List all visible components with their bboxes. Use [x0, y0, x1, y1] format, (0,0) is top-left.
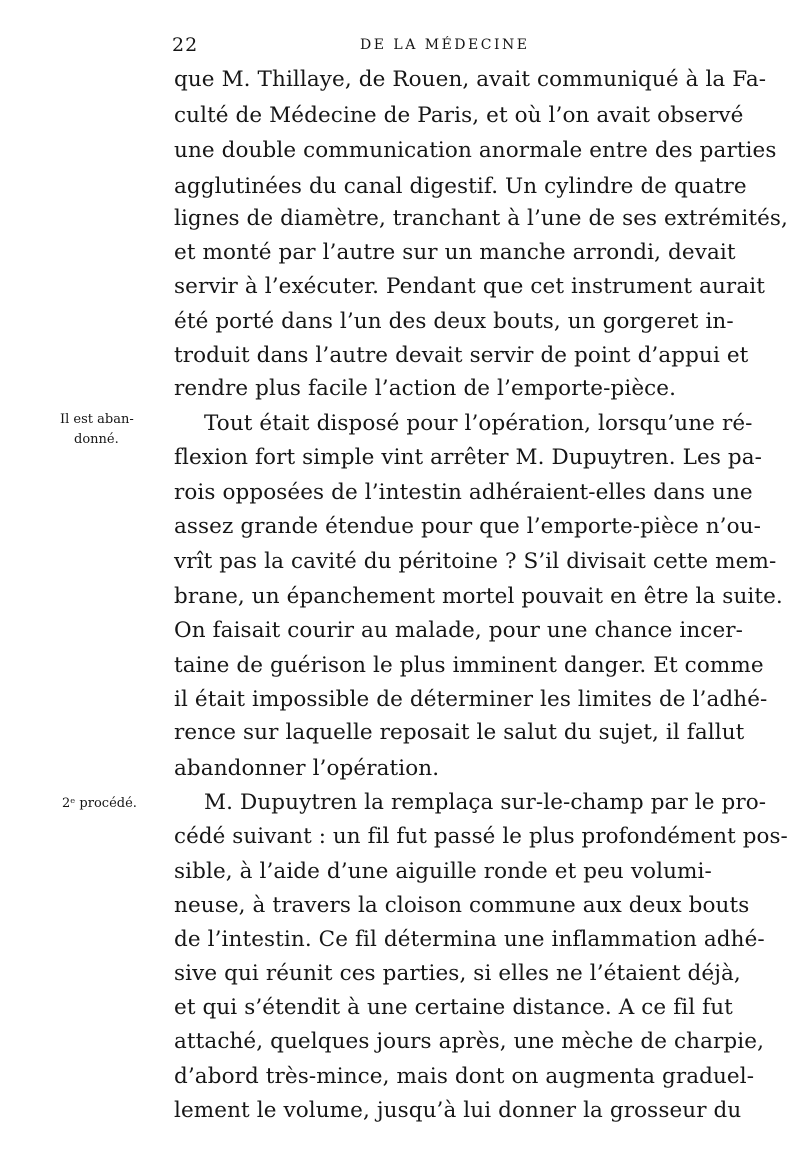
text-line: rendre plus facile l’action de l’emporte-pièce. [174, 376, 677, 401]
text-line: agglutinées du canal digestif. Un cylindre de quatre [174, 174, 747, 199]
text-line: M. Dupuytren la remplaça sur-le-champ par le pro- [204, 790, 767, 815]
text-line: et monté par l’autre sur un manche arrondi, devait [174, 240, 736, 265]
margin-note-line: Il est aban- [60, 412, 134, 427]
text-line: que M. Thillaye, de Rouen, avait communiqué à la Fa- [174, 67, 767, 92]
text-line: il était impossible de déterminer les limites de l’adhé- [174, 687, 768, 712]
page-header [172, 34, 772, 56]
text-line: rence sur laquelle reposait le salut du sujet, il fallut [174, 720, 745, 745]
text-line: lignes de diamètre, tranchant à l’une de ses extrémités, [174, 206, 788, 231]
text-line: vrît pas la cavité du péritoine ? S’il divisait cette mem- [174, 549, 777, 574]
text-line: d’abord très-mince, mais dont on augmenta graduel- [174, 1064, 755, 1089]
text-line: brane, un épanchement mortel pouvait en être la suite. [174, 584, 783, 609]
text-line: sive qui réunit ces parties, si elles ne l’étaient déjà, [174, 961, 741, 986]
text-line: sible, à l’aide d’une aiguille ronde et peu volumi- [174, 859, 712, 884]
margin-note-line: 2ᵉ procédé. [62, 796, 137, 811]
text-line: Tout était disposé pour l’opération, lorsqu’une ré- [204, 411, 753, 436]
text-line: flexion fort simple vint arrêter M. Dupuytren. Les pa- [174, 445, 763, 470]
page-number: 22 [172, 34, 199, 56]
text-line: lement le volume, jusqu’à lui donner la grosseur du [174, 1098, 742, 1123]
margin-note-line: donné. [74, 432, 119, 447]
text-line: On faisait courir au malade, pour une chance incer- [174, 618, 744, 643]
text-line: abandonner l’opération. [174, 756, 440, 781]
text-line: et qui s’étendit à une certaine distance. A ce fil fut [174, 995, 733, 1020]
margin-note-procede [62, 794, 137, 814]
text-line: servir à l’exécuter. Pendant que cet instrument aurait [174, 274, 765, 299]
text-line: une double communication anormale entre des parties [174, 138, 777, 163]
text-line: attaché, quelques jours après, une mèche de charpie, [174, 1029, 765, 1054]
margin-note-abandon [60, 410, 134, 450]
text-line: neuse, à travers la cloison commune aux deux bouts [174, 893, 750, 918]
text-line: cédé suivant : un fil fut passé le plus profondément pos- [174, 824, 788, 849]
text-line: été porté dans l’un des deux bouts, un gorgeret in- [174, 309, 734, 334]
text-line: assez grande étendue pour que l’emporte-pièce n’ou- [174, 514, 761, 539]
text-line: culté de Médecine de Paris, et où l’on avait observé [174, 103, 744, 128]
text-line: de l’intestin. Ce fil détermina une inflammation adhé- [174, 927, 765, 952]
text-line: rois opposées de l’intestin adhéraient-elles dans une [174, 480, 753, 505]
running-head: DE LA MÉDECINE [360, 37, 530, 53]
text-line: taine de guérison le plus imminent danger. Et comme [174, 653, 764, 678]
text-line: troduit dans l’autre devait servir de point d’appui et [174, 343, 749, 368]
